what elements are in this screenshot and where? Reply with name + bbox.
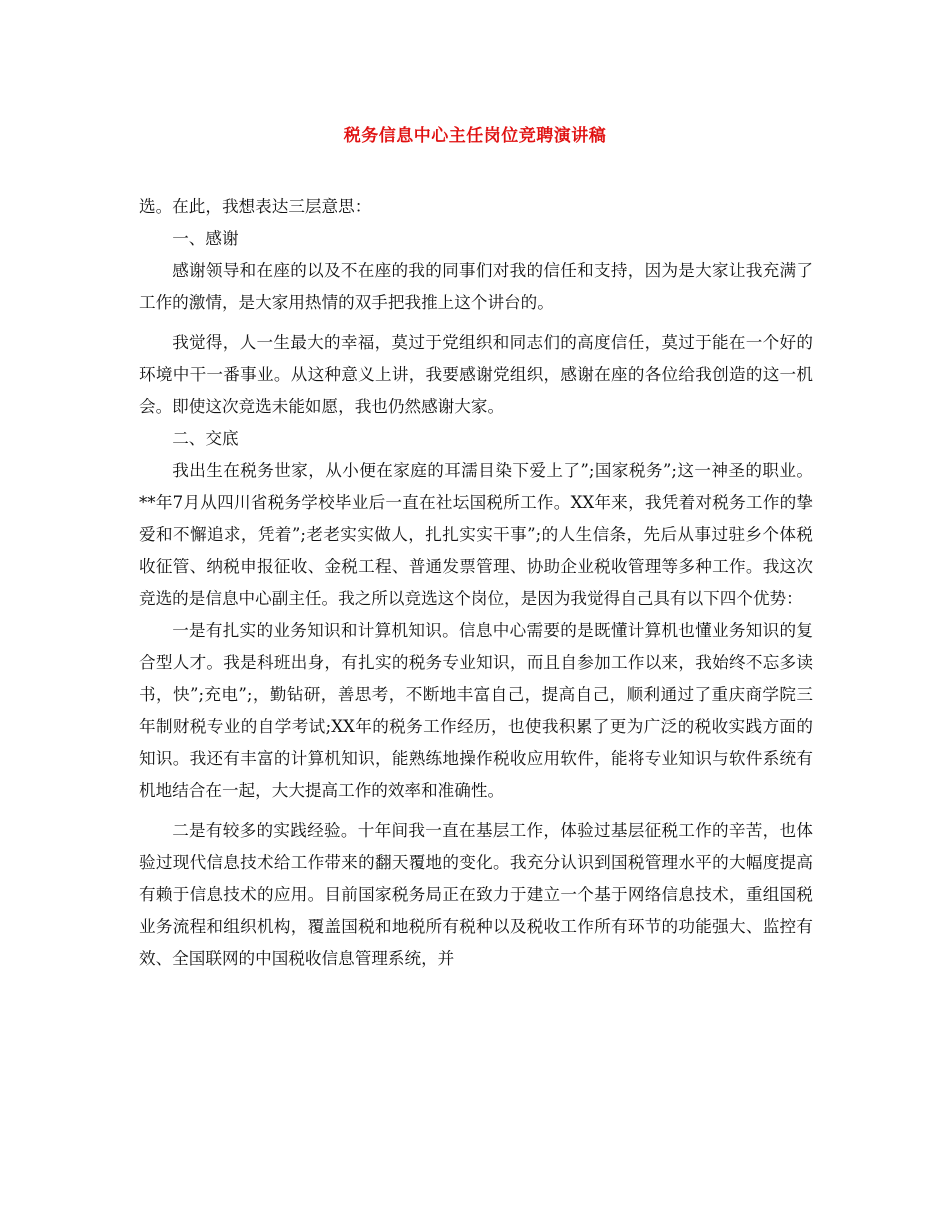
paragraph-advantage-two: 二是有较多的实践经验。十年间我一直在基层工作，体验过基层征税工作的辛苦，也体验过现代信息技术给工作带来的翻天覆地的变化。我充分认识到国税管理水平的大幅度提高有赖于信息技术的应用。目前国家税务局正在致力于建立一个基于网络信息技术，重组国税业务流程和组织机构，覆盖国税和地税所有税种以及税收工作所有环节的功能强大、监控有效、全国联网的中国税收信息管理系统，并 [139, 821, 813, 968]
document-title: 税务信息中心主任岗位竞聘演讲稿 [343, 126, 607, 146]
section-heading-background: 二、交底 [172, 429, 239, 448]
document-body [139, 191, 813, 975]
paragraph-thanks: 感谢领导和在座的以及不在座的我的同事们对我的信任和支持，因为是大家让我充满了工作的激情，是大家用热情的双手把我推上这个讲台的。 [139, 261, 813, 312]
section-heading-thanks: 一、感谢 [172, 229, 239, 248]
paragraph-continuation: 选。在此，我想表达三层意思： [139, 197, 372, 216]
paragraph-happiness: 我觉得，人一生最大的幸福，莫过于党组织和同志们的高度信任，莫过于能在一个好的环境中干一番事业。从这种意义上讲，我要感谢党组织，感谢在座的各位给我创造的这一机会。即使这次竞选未能如愿，我也仍然感谢大家。 [139, 333, 813, 416]
paragraph-background: 我出生在税务世家，从小便在家庭的耳濡目染下爱上了”;国家税务”;这一神圣的职业。**年7月从四川省税务学校毕业后一直在社坛国税所工作。XX年来，我凭着对税务工作的挚爱和不懈追求，凭着”;老老实实做人，扎扎实实干事”;的人生信条，先后从事过驻乡个体税收征管、纳税申报征收、金税工程、普通发票管理、协助企业税收管理等多种工作。我这次竞选的是信息中心副主任。我之所以竞选这个岗位，是因为我觉得自己具有以下四个优势： [139, 461, 813, 608]
paragraph-advantage-one: 一是有扎实的业务知识和计算机知识。信息中心需要的是既懂计算机也懂业务知识的复合型人才。我是科班出身，有扎实的税务专业知识，而且自参加工作以来，我始终不忘多读书，快”;充电”;，勤钻研，善思考，不断地丰富自己，提高自己，顺利通过了重庆商学院三年制财税专业的自学考试;XX年的税务工作经历，也使我积累了更为广泛的税收实践方面的知识。我还有丰富的计算机知识，能熟练地操作税收应用软件，能将专业知识与软件系统有机地结合在一起，大大提高工作的效率和准确性。 [139, 621, 813, 800]
